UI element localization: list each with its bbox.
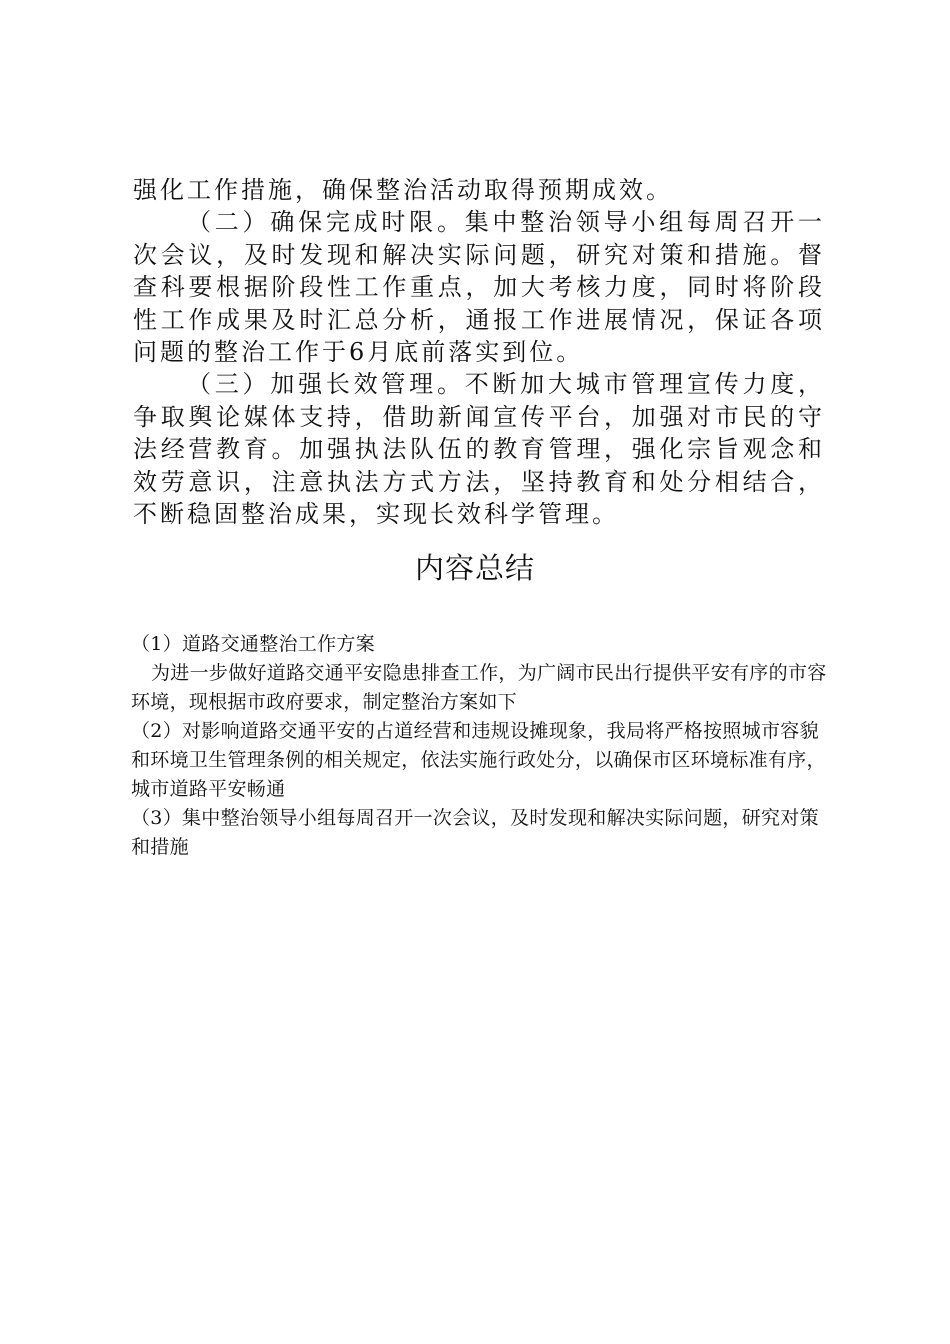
body-text <box>133 174 825 530</box>
summary-item-1-heading: （1）道路交通整治工作方案 <box>131 633 375 655</box>
summary-section <box>131 630 831 862</box>
summary-item-3: （3）集中整治领导小组每周召开一次会议，及时发现和解决实际问题，研究对策和措施 <box>131 807 819 858</box>
summary-item-1-text: 为进一步做好道路交通平安隐患排查工作，为广阔市民出行提供平安有序的市容环境，现根据市政府要求，制定整治方案如下 <box>131 662 827 713</box>
summary-title: 内容总结 <box>414 551 535 585</box>
body-paragraph-2: （二）确保完成时限。集中整治领导小组每周召开一次会议，及时发现和解决实际问题，研究对策和措施。督查科要根据阶段性工作重点，加大考核力度，同时将阶段性工作成果及时汇总分析，通报工作进展情况，保证各项问题的整治工作于6月底前落实到位。 <box>133 208 825 367</box>
body-paragraph-1: 强化工作措施，确保整治活动取得预期成效。 <box>133 176 673 204</box>
body-paragraph-3: （三）加强长效管理。不断加大城市管理宣传力度，争取舆论媒体支持，借助新闻宣传平台，加强对市民的守法经营教育。加强执法队伍的教育管理，强化宗旨观念和效劳意识，注意执法方式方法，坚持教育和处分相结合，不断稳固整治成果，实现长效科学管理。 <box>133 370 825 529</box>
summary-item-2: （2）对影响道路交通平安的占道经营和违规设摊现象，我局将严格按照城市容貌和环境卫生管理条例的相关规定，依法实施行政处分，以确保市区环境标准有序，城市道路平安畅通 <box>131 720 826 800</box>
